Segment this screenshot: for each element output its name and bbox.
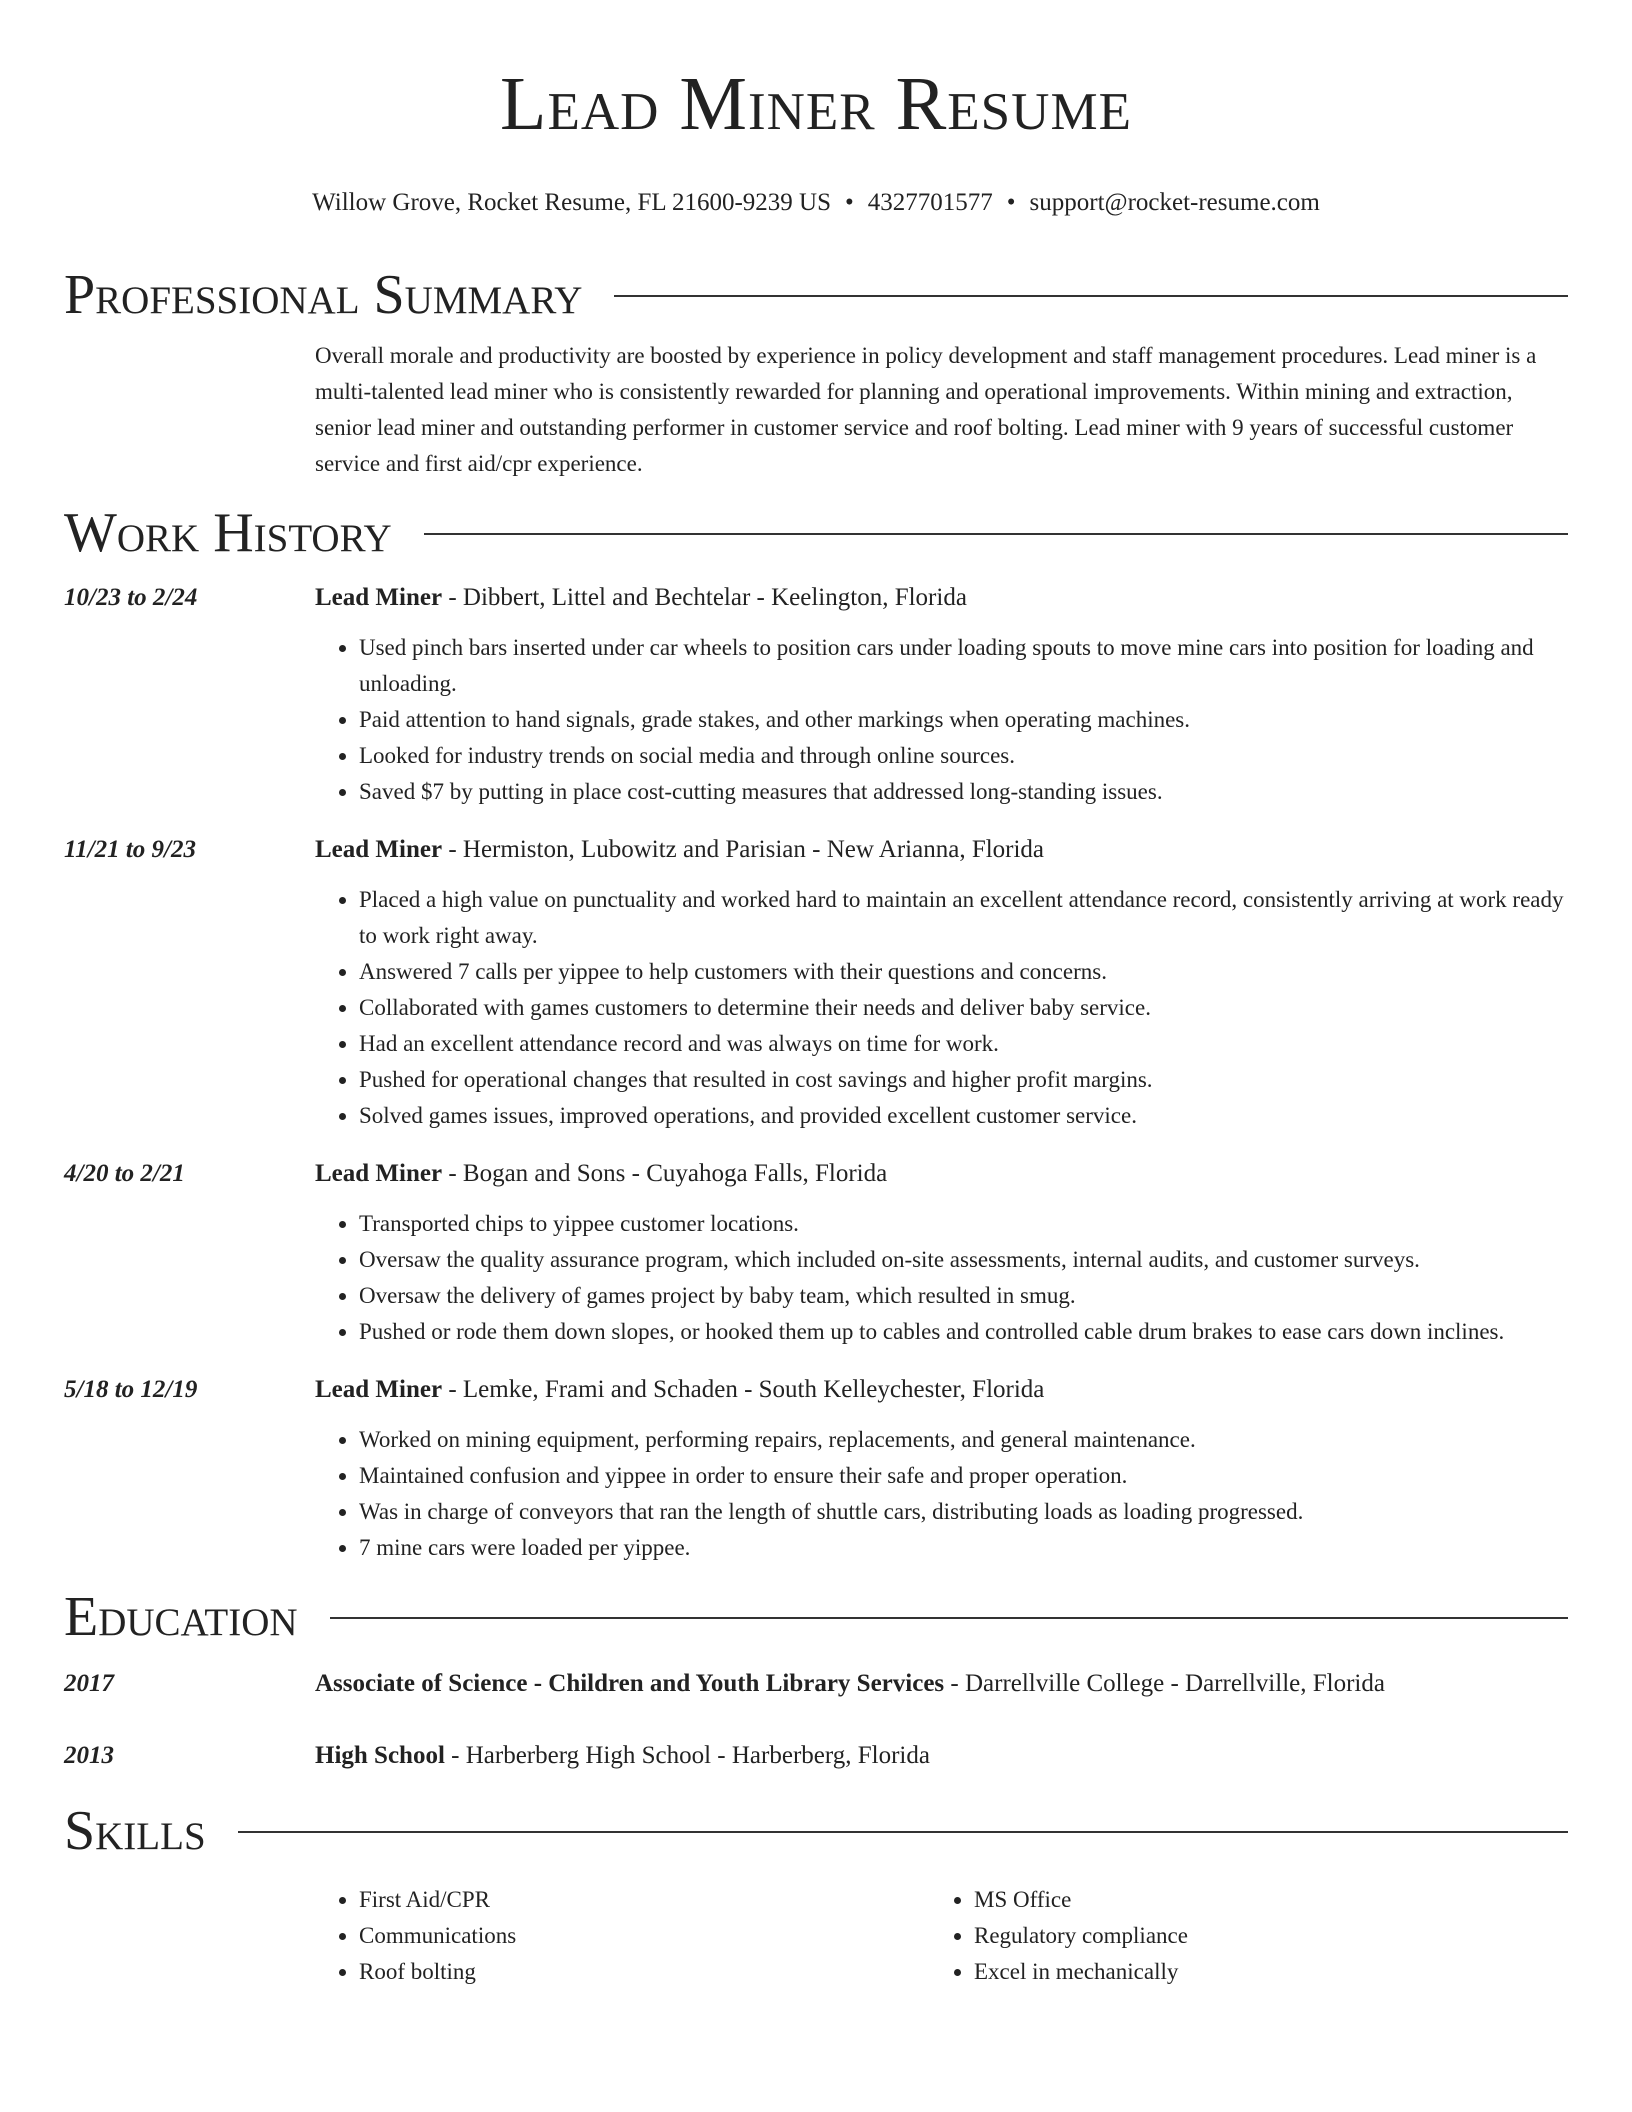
job-bullet: • Transported chips to yippee customer locations. (359, 1206, 1568, 1242)
job-dates: 5/18 to 12/19 (64, 1376, 198, 1403)
job-employer: - Hermiston, Lubowitz and Parisian - New Arianna, Florida (442, 836, 1045, 863)
section-divider (330, 1617, 1568, 1619)
job-bullet: • Saved $7 by putting in place cost-cutting measures that addressed long-standing issues. (359, 774, 1568, 810)
skill-item: • Regulatory compliance (974, 1918, 1545, 1954)
section-divider (614, 295, 1568, 297)
skills-grid (315, 1882, 1568, 1990)
education-degree: High School (315, 1742, 445, 1769)
skills-section (64, 1800, 1568, 1990)
job-bullet-list (315, 1206, 1568, 1350)
education-degree: Associate of Science - Children and Youth Library Services (315, 1670, 945, 1697)
job-employer: - Lemke, Frami and Schaden - South Kelleychester, Florida (442, 1376, 1045, 1403)
job-bullet: • Solved games issues, improved operations, and provided excellent customer service. (359, 1098, 1568, 1134)
job-heading (315, 1372, 1568, 1408)
education-content (315, 1666, 1568, 1702)
education-entry (64, 1738, 1568, 1774)
job-bullet: • Was in charge of conveyors that ran the length of shuttle cars, distributing loads as loading progressed. (359, 1494, 1568, 1530)
job-bullet: • Oversaw the quality assurance program, which included on-site assessments, internal audits, and customer surveys. (359, 1242, 1568, 1278)
work-history-section (64, 502, 1568, 1566)
job-content (315, 580, 1568, 810)
education-school: - Harberberg High School - Harberberg, Florida (444, 1742, 930, 1769)
skills-column-left (315, 1882, 930, 1990)
skill-item: • Excel in mechanically (974, 1954, 1545, 1990)
section-divider (424, 533, 1568, 535)
job-bullet: • Looked for industry trends on social media and through online sources. (359, 738, 1568, 774)
section-title-summary: Professional Summary (64, 264, 583, 326)
skills-list (315, 1882, 930, 1990)
job-title: Lead Miner (315, 1160, 443, 1187)
job-entry (64, 580, 1568, 810)
job-dates: 10/23 to 2/24 (64, 584, 198, 611)
contact-separator: • (1006, 189, 1016, 216)
job-title: Lead Miner (315, 1376, 443, 1403)
job-content (315, 832, 1568, 1134)
section-header (64, 1586, 1568, 1648)
job-entry (64, 1372, 1568, 1566)
job-entry (64, 832, 1568, 1134)
job-bullet-list (315, 882, 1568, 1134)
job-title: Lead Miner (315, 584, 443, 611)
contact-line (64, 188, 1568, 218)
section-divider (238, 1831, 1568, 1833)
job-content (315, 1372, 1568, 1566)
job-employer: - Dibbert, Littel and Bechtelar - Keelington, Florida (442, 584, 967, 611)
education-content (315, 1738, 1568, 1774)
education-entry (64, 1666, 1568, 1702)
education-school: - Darrellville College - Darrellville, Florida (944, 1670, 1385, 1697)
job-bullet: • 7 mine cars were loaded per yippee. (359, 1530, 1568, 1566)
job-bullet: • Pushed for operational changes that resulted in cost savings and higher profit margins. (359, 1062, 1568, 1098)
section-header (64, 264, 1568, 326)
contact-email: support@rocket-resume.com (1029, 189, 1320, 216)
section-title-work-history: Work History (64, 502, 392, 564)
page-title: Lead Miner Resume (500, 62, 1132, 146)
job-entry (64, 1156, 1568, 1350)
job-content (315, 1156, 1568, 1350)
skill-item: • Communications (359, 1918, 930, 1954)
education-year: 2017 (64, 1670, 114, 1697)
education-section (64, 1586, 1568, 1774)
contact-address: Willow Grove, Rocket Resume, FL 21600-9239 US (312, 189, 832, 216)
section-title-skills: Skills (64, 1800, 206, 1862)
job-title: Lead Miner (315, 836, 443, 863)
summary-text: Overall morale and productivity are boosted by experience in policy development and staff management procedures. Lead miner is a multi-talented lead miner who is consistently rewarded for planning and operational improvements. Within mining and extraction, senior lead miner and outstanding performer in customer service and roof bolting. Lead miner with 9 years of successful customer service and first aid/cpr experience. (315, 343, 1537, 476)
summary-section (64, 264, 1568, 482)
skill-item: • Roof bolting (359, 1954, 930, 1990)
job-heading (315, 580, 1568, 616)
job-bullet: • Placed a high value on punctuality and worked hard to maintain an excellent attendance record, consistently arriving at work ready to work right away. (359, 882, 1568, 954)
skills-list (930, 1882, 1545, 1990)
education-list (64, 1666, 1568, 1774)
contact-phone: 4327701577 (867, 189, 993, 216)
job-employer: - Bogan and Sons - Cuyahoga Falls, Florida (442, 1160, 888, 1187)
job-list (64, 580, 1568, 1566)
job-bullet: • Had an excellent attendance record and was always on time for work. (359, 1026, 1568, 1062)
job-bullet: • Collaborated with games customers to determine their needs and deliver baby service. (359, 990, 1568, 1026)
job-heading (315, 1156, 1568, 1192)
section-title-education: Education (64, 1586, 298, 1648)
skills-column-right (930, 1882, 1545, 1990)
job-bullet: • Worked on mining equipment, performing repairs, replacements, and general maintenance. (359, 1422, 1568, 1458)
job-bullet: • Oversaw the delivery of games project by baby team, which resulted in smug. (359, 1278, 1568, 1314)
job-dates: 11/21 to 9/23 (64, 836, 196, 863)
section-header (64, 1800, 1568, 1862)
job-bullet-list (315, 1422, 1568, 1566)
section-header (64, 502, 1568, 564)
skill-item: • First Aid/CPR (359, 1882, 930, 1918)
contact-separator: • (845, 189, 854, 216)
job-dates: 4/20 to 2/21 (64, 1160, 185, 1187)
job-bullet: • Maintained confusion and yippee in order to ensure their safe and proper operation. (359, 1458, 1568, 1494)
education-year: 2013 (64, 1742, 114, 1769)
job-bullet: • Pushed or rode them down slopes, or hooked them up to cables and controlled cable drum brakes to ease cars down inclines. (359, 1314, 1568, 1350)
skill-item: • MS Office (974, 1882, 1545, 1918)
job-bullet: • Answered 7 calls per yippee to help customers with their questions and concerns. (359, 954, 1568, 990)
job-bullet-list (315, 630, 1568, 810)
job-bullet: • Used pinch bars inserted under car wheels to position cars under loading spouts to move mine cars into position for loading and unloading. (359, 630, 1568, 702)
job-heading (315, 832, 1568, 868)
job-bullet: • Paid attention to hand signals, grade stakes, and other markings when operating machines. (359, 702, 1568, 738)
